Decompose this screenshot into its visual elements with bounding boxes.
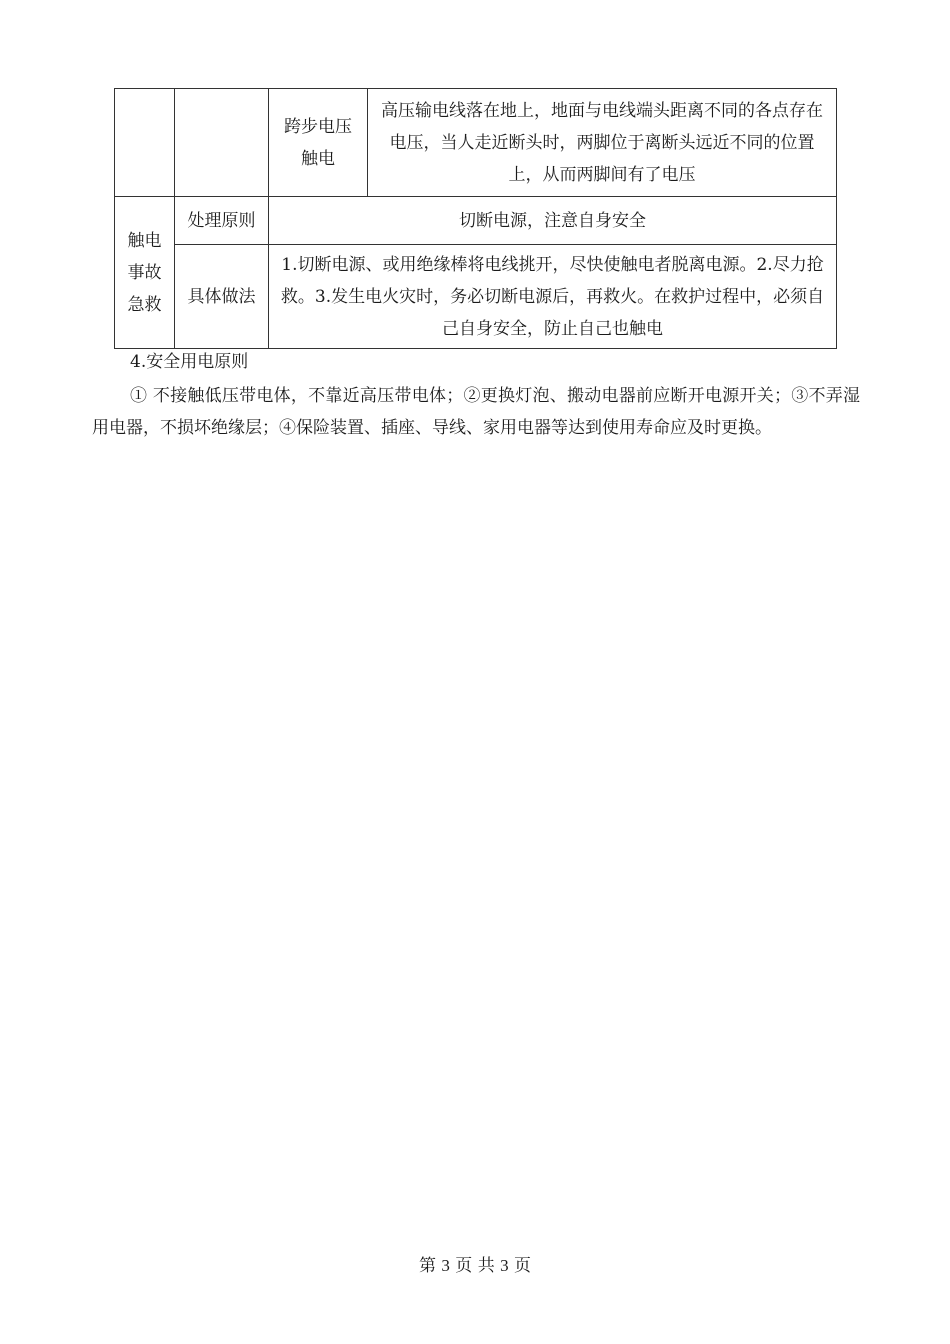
cell-text: 1.切断电源、或用绝缘棒将电线挑开，尽快使触电者脱离电源。2.尽力抢救。3.发生电火灾时，务必切断电源后，再救火。在救护过程中，必须自己自身安全，防止自己也触电 — [280, 254, 825, 339]
table-cell-content — [269, 197, 837, 245]
cell-text: 跨步电压触电 — [284, 116, 352, 169]
footer-mid: 页 共 — [455, 1256, 495, 1276]
cell-text: 具体做法 — [187, 286, 256, 307]
table-row — [115, 89, 837, 197]
cell-text: 高压输电线落在地上，地面与电线端头距离不同的各点存在电压，当人走近断头时，两脚位于离断头远近不同的位置上，从而两脚间有了电压 — [381, 100, 823, 185]
table-cell-group — [115, 197, 175, 349]
table-cell-label — [175, 197, 269, 245]
footer-current-page: 3 — [441, 1256, 450, 1275]
section-heading: 4.安全用电原则 — [130, 352, 249, 372]
cell-text: 处理原则 — [187, 210, 256, 231]
table-row — [115, 197, 837, 245]
table-cell-content — [269, 245, 837, 349]
table-cell-type — [269, 89, 368, 197]
section-body: ① 不接触低压带电体，不靠近高压带电体；②更换灯泡、搬动电器前应断开电源开关；③不弄湿用电器，不损坏绝缘层；④保险装置、插座、导线、家用电器等达到使用寿命应及时更换。 — [92, 386, 860, 438]
cell-text: 触电事故急救 — [127, 230, 162, 315]
table-cell-description — [368, 89, 837, 197]
cell-text: 切断电源，注意自身安全 — [459, 210, 646, 231]
footer-total-pages: 3 — [500, 1256, 509, 1275]
footer-prefix: 第 — [418, 1256, 436, 1276]
table-cell-empty — [115, 89, 175, 197]
table-cell-label — [175, 245, 269, 349]
page-footer — [0, 1254, 950, 1278]
content-table — [114, 88, 837, 349]
table-cell-empty — [175, 89, 269, 197]
table-row — [115, 245, 837, 349]
footer-suffix: 页 — [514, 1256, 532, 1276]
